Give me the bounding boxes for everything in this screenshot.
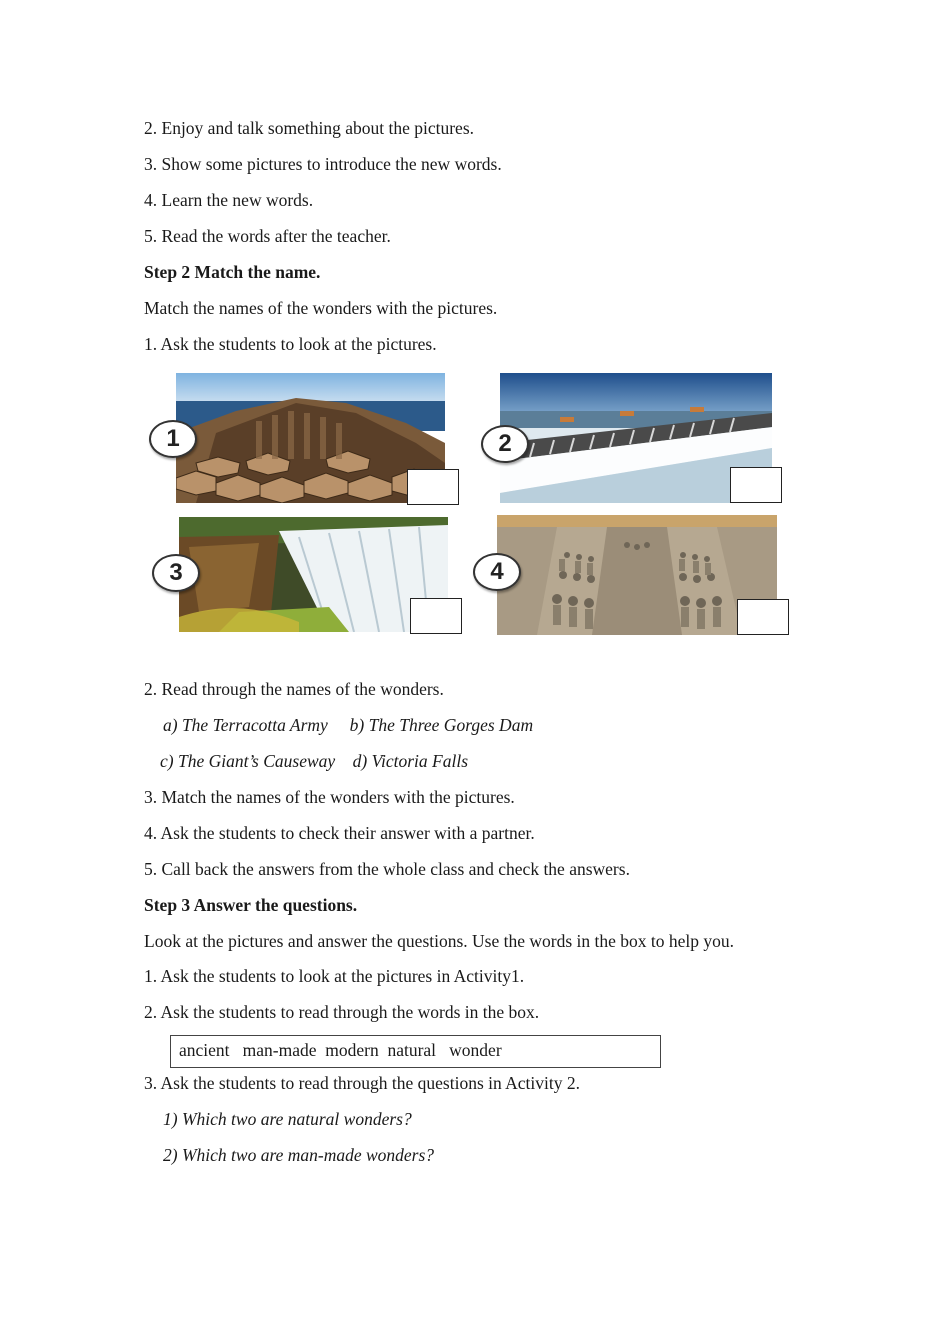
intro-step-4: 4. Learn the new words. [144,190,314,210]
step3-heading: Step 3 Answer the questions. [144,895,358,915]
step2-item-2: 2. Read through the names of the wonders. [144,679,444,699]
answer-box-1[interactable] [407,469,459,505]
wonder-names-line-1: a) The Terracotta Army b) The Three Gorges Dam [163,715,534,735]
step3-item-1: 1. Ask the students to look at the pictures in Activity1. [144,966,525,986]
picture-number-1: 1 [149,420,197,458]
picture-number-4: 4 [473,553,521,591]
answer-box-3[interactable] [410,598,462,634]
picture-number-2: 2 [481,425,529,463]
step2-item-4: 4. Ask the students to check their answer with a partner. [144,823,535,843]
wonder-names-line-2: c) The Giant’s Causeway d) Victoria Falls [160,751,469,771]
step2-item-5: 5. Call back the answers from the whole class and check the answers. [144,859,630,879]
intro-step-5: 5. Read the words after the teacher. [144,226,391,246]
step2-item-1: 1. Ask the students to look at the pictures. [144,334,437,354]
question-1: 1) Which two are natural wonders? [163,1109,412,1129]
step3-item-3: 3. Ask the students to read through the questions in Activity 2. [144,1073,581,1093]
word-box: ancient man-made modern natural wonder [170,1035,661,1068]
picture-number-3: 3 [152,554,200,592]
step3-item-2: 2. Ask the students to read through the words in the box. [144,1002,540,1022]
answer-box-4[interactable] [737,599,789,635]
step2-item-3: 3. Match the names of the wonders with the pictures. [144,787,515,807]
picture-terracotta-warriors [497,515,777,635]
step3-instruction: Look at the pictures and answer the questions. Use the words in the box to help you. [144,931,735,951]
intro-step-3: 3. Show some pictures to introduce the new words. [144,154,502,174]
step2-instruction: Match the names of the wonders with the pictures. [144,298,498,318]
question-2: 2) Which two are man-made wonders? [163,1145,435,1165]
picture-giants-causeway [176,373,445,503]
answer-box-2[interactable] [730,467,782,503]
step2-heading: Step 2 Match the name. [144,262,321,282]
intro-step-2: 2. Enjoy and talk something about the pictures. [144,118,475,138]
picture-waterfall [179,517,448,632]
